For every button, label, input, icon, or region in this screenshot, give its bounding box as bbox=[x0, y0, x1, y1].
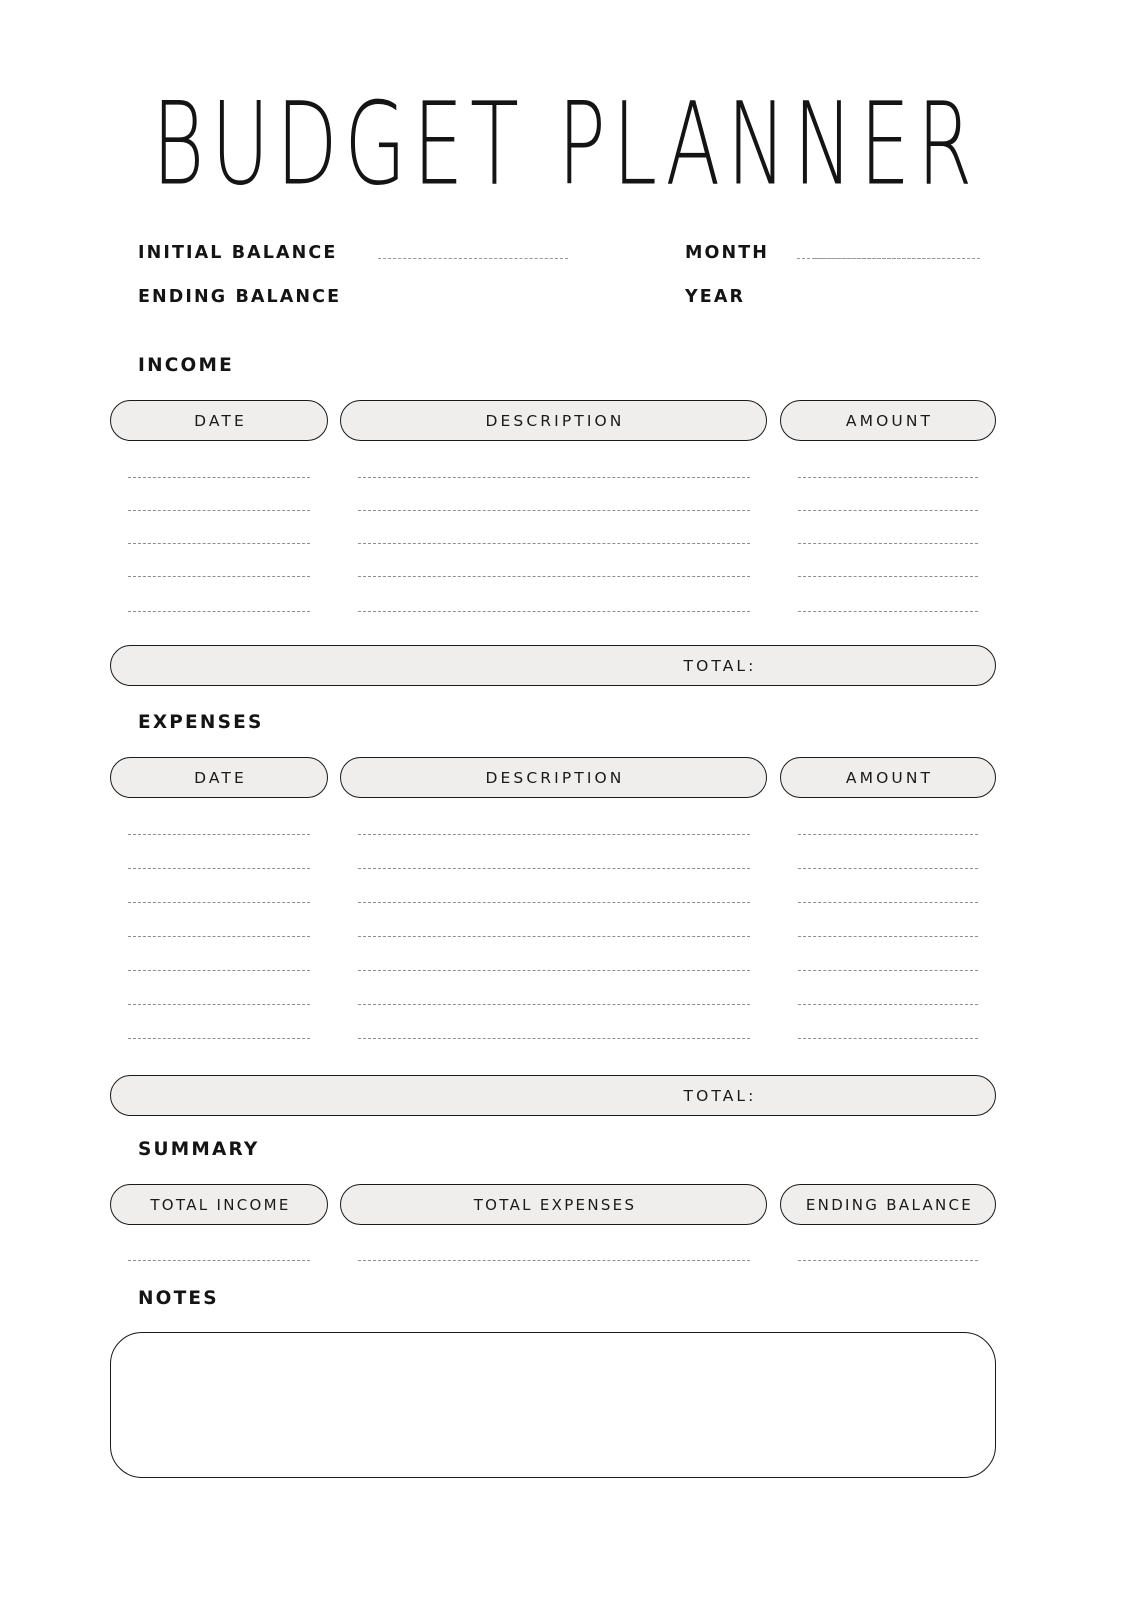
income-header-amount-label: AMOUNT bbox=[845, 411, 934, 430]
income-header-date-label: DATE bbox=[194, 411, 247, 430]
expenses-row-description-line[interactable] bbox=[358, 970, 750, 971]
year-input-line[interactable] bbox=[797, 258, 980, 259]
expenses-row-date-line[interactable] bbox=[128, 936, 310, 937]
expenses-section-heading: EXPENSES bbox=[138, 712, 264, 733]
income-header-description-label: DESCRIPTION bbox=[485, 411, 625, 430]
expenses-row-amount-line[interactable] bbox=[798, 868, 978, 869]
expenses-row-date-line[interactable] bbox=[128, 902, 310, 903]
expenses-row-date-line[interactable] bbox=[128, 970, 310, 971]
expenses-header-amount bbox=[780, 757, 996, 798]
month-field[interactable] bbox=[685, 238, 769, 268]
notes-textarea[interactable] bbox=[110, 1332, 996, 1478]
summary-ending-balance-label: ENDING BALANCE bbox=[805, 1195, 974, 1214]
summary-total-income-label: TOTAL INCOME bbox=[150, 1195, 291, 1214]
expenses-header-date-label: DATE bbox=[194, 768, 247, 787]
income-row-date-line[interactable] bbox=[128, 576, 310, 577]
expenses-header-description bbox=[340, 757, 767, 798]
summary-ending-balance-line[interactable] bbox=[798, 1260, 978, 1261]
income-row-amount-line[interactable] bbox=[798, 543, 978, 544]
expenses-row-date-line[interactable] bbox=[128, 1038, 310, 1039]
income-row-amount-line[interactable] bbox=[798, 510, 978, 511]
expenses-header-date bbox=[110, 757, 328, 798]
expenses-row-amount-line[interactable] bbox=[798, 902, 978, 903]
income-row-description-line[interactable] bbox=[358, 477, 750, 478]
year-label: YEAR bbox=[685, 287, 746, 307]
summary-ending-balance-pill bbox=[780, 1184, 996, 1225]
income-row-date-line[interactable] bbox=[128, 543, 310, 544]
summary-total-expenses-line[interactable] bbox=[358, 1260, 750, 1261]
income-section-heading: INCOME bbox=[138, 355, 234, 376]
expenses-row-date-line[interactable] bbox=[128, 834, 310, 835]
expenses-header-amount-label: AMOUNT bbox=[845, 768, 934, 787]
income-row-description-line[interactable] bbox=[358, 611, 750, 612]
expenses-row-amount-line[interactable] bbox=[798, 936, 978, 937]
income-row-amount-line[interactable] bbox=[798, 611, 978, 612]
income-row-description-line[interactable] bbox=[358, 510, 750, 511]
income-row-date-line[interactable] bbox=[128, 510, 310, 511]
expenses-row-description-line[interactable] bbox=[358, 868, 750, 869]
summary-total-expenses-label: TOTAL EXPENSES bbox=[473, 1195, 637, 1214]
income-row-date-line[interactable] bbox=[128, 477, 310, 478]
expenses-row-date-line[interactable] bbox=[128, 868, 310, 869]
expenses-row-amount-line[interactable] bbox=[798, 834, 978, 835]
expenses-row-amount-line[interactable] bbox=[798, 1038, 978, 1039]
initial-balance-label: INITIAL BALANCE bbox=[138, 243, 338, 263]
expenses-row-description-line[interactable] bbox=[358, 902, 750, 903]
income-row-description-line[interactable] bbox=[358, 543, 750, 544]
income-header-amount bbox=[780, 400, 996, 441]
summary-total-income-pill bbox=[110, 1184, 328, 1225]
notes-section-heading: NOTES bbox=[138, 1288, 219, 1309]
income-row-amount-line[interactable] bbox=[798, 477, 978, 478]
ending-balance-label: ENDING BALANCE bbox=[138, 287, 342, 307]
income-total-label: TOTAL: bbox=[683, 656, 757, 675]
month-label: MONTH bbox=[685, 243, 770, 263]
income-total-bar[interactable] bbox=[110, 645, 996, 686]
expenses-total-bar[interactable] bbox=[110, 1075, 996, 1116]
expenses-row-description-line[interactable] bbox=[358, 834, 750, 835]
income-header-date bbox=[110, 400, 328, 441]
expenses-total-label: TOTAL: bbox=[683, 1086, 757, 1105]
income-row-amount-line[interactable] bbox=[798, 576, 978, 577]
page-title: BUDGET PLANNER bbox=[151, 78, 980, 211]
year-field[interactable] bbox=[685, 282, 745, 312]
ending-balance-input-line[interactable] bbox=[378, 258, 568, 259]
expenses-row-description-line[interactable] bbox=[358, 1038, 750, 1039]
balance-meta-block bbox=[0, 236, 1131, 322]
expenses-header-description-label: DESCRIPTION bbox=[485, 768, 625, 787]
expenses-row-description-line[interactable] bbox=[358, 1004, 750, 1005]
ending-balance-field[interactable] bbox=[138, 282, 341, 312]
summary-section-heading: SUMMARY bbox=[138, 1139, 260, 1160]
income-row-date-line[interactable] bbox=[128, 611, 310, 612]
expenses-row-amount-line[interactable] bbox=[798, 970, 978, 971]
summary-total-expenses-pill bbox=[340, 1184, 767, 1225]
income-header-description bbox=[340, 400, 767, 441]
initial-balance-field[interactable] bbox=[138, 238, 337, 268]
summary-total-income-line[interactable] bbox=[128, 1260, 310, 1261]
income-row-description-line[interactable] bbox=[358, 576, 750, 577]
expenses-row-amount-line[interactable] bbox=[798, 1004, 978, 1005]
expenses-row-date-line[interactable] bbox=[128, 1004, 310, 1005]
expenses-row-description-line[interactable] bbox=[358, 936, 750, 937]
